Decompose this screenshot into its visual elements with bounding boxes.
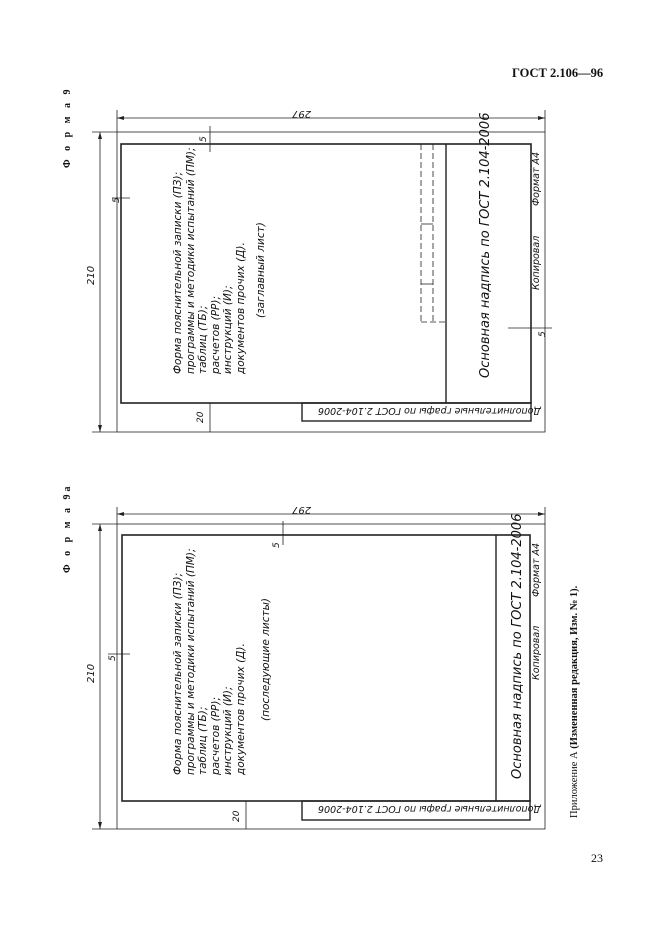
page-number: 23 <box>591 851 603 865</box>
standard-header: ГОСТ 2.106—96 <box>512 66 604 80</box>
form9a-width-dim: 297 <box>292 504 312 515</box>
form9a-body-line: Форма пояснительной записки (ПЗ); <box>172 572 184 775</box>
form9a-body-line: расчетов (РР); <box>209 697 222 775</box>
form9-sheet-note: (заглавный лист) <box>255 222 267 318</box>
form9a-body-line: документов прочих (Д). <box>234 643 247 775</box>
form9a-sheet-note: (последующие листы) <box>260 598 272 721</box>
form9-height-dim: 210 <box>86 265 97 285</box>
appendix-note-bold: (Измененная редакция, Изм. № 1). <box>569 585 580 749</box>
form9a-body-text <box>172 548 247 775</box>
form9a-label: Ф о р м а 9а <box>62 483 73 573</box>
appendix-note-prefix: Приложение А <box>569 748 580 818</box>
form9a-extra-columns: Дополнительные графы по ГОСТ 2.104-2006 <box>318 803 541 814</box>
form9-dim-5-stamp: 5 <box>538 331 548 337</box>
form9-dim-20: 20 <box>196 411 206 423</box>
form9-main-stamp: Основная надпись по ГОСТ 2.104-2006 <box>478 112 493 378</box>
form9-format: Формат А4 <box>531 151 542 206</box>
form9a-body-line: таблиц (ТБ); <box>197 706 209 775</box>
form9-body-line: расчетов (РР); <box>209 296 222 374</box>
form9-label: Ф о р м а 9 <box>62 86 73 168</box>
form9-width-dim: 297 <box>292 108 312 119</box>
form9-body-line: программы и методики испытаний (ПМ); <box>184 147 197 374</box>
appendix-note <box>569 586 580 818</box>
form9a-body-line: программы и методики испытаний (ПМ); <box>184 548 197 775</box>
form9-body-line: Форма пояснительной записки (ПЗ); <box>172 171 184 374</box>
form9a-copied: Копировал <box>531 625 542 680</box>
form9-body-line: инструкций (И); <box>222 285 234 374</box>
form9a-height-dim: 210 <box>86 663 97 683</box>
form9-dim-5-top: 5 <box>199 136 209 142</box>
form9-body-line: таблиц (ТБ); <box>197 305 209 374</box>
form9a-dim-5-top: 5 <box>272 542 282 548</box>
form9a-format: Формат А4 <box>531 542 542 597</box>
form9a-main-stamp: Основная надпись по ГОСТ 2.104-2006 <box>510 513 525 779</box>
form9-extra-columns: Дополнительные графы по ГОСТ 2.104-2006 <box>318 405 541 416</box>
form9-dim-5-left: 5 <box>112 197 122 203</box>
form9a-dim-20: 20 <box>232 810 242 822</box>
form9-body-line: документов прочих (Д). <box>234 242 247 374</box>
form9-body-text <box>172 147 247 374</box>
form9a-dim-5-left: 5 <box>108 655 118 661</box>
form9-copied: Копировал <box>531 235 542 290</box>
form9a-body-line: инструкций (И); <box>222 686 234 775</box>
